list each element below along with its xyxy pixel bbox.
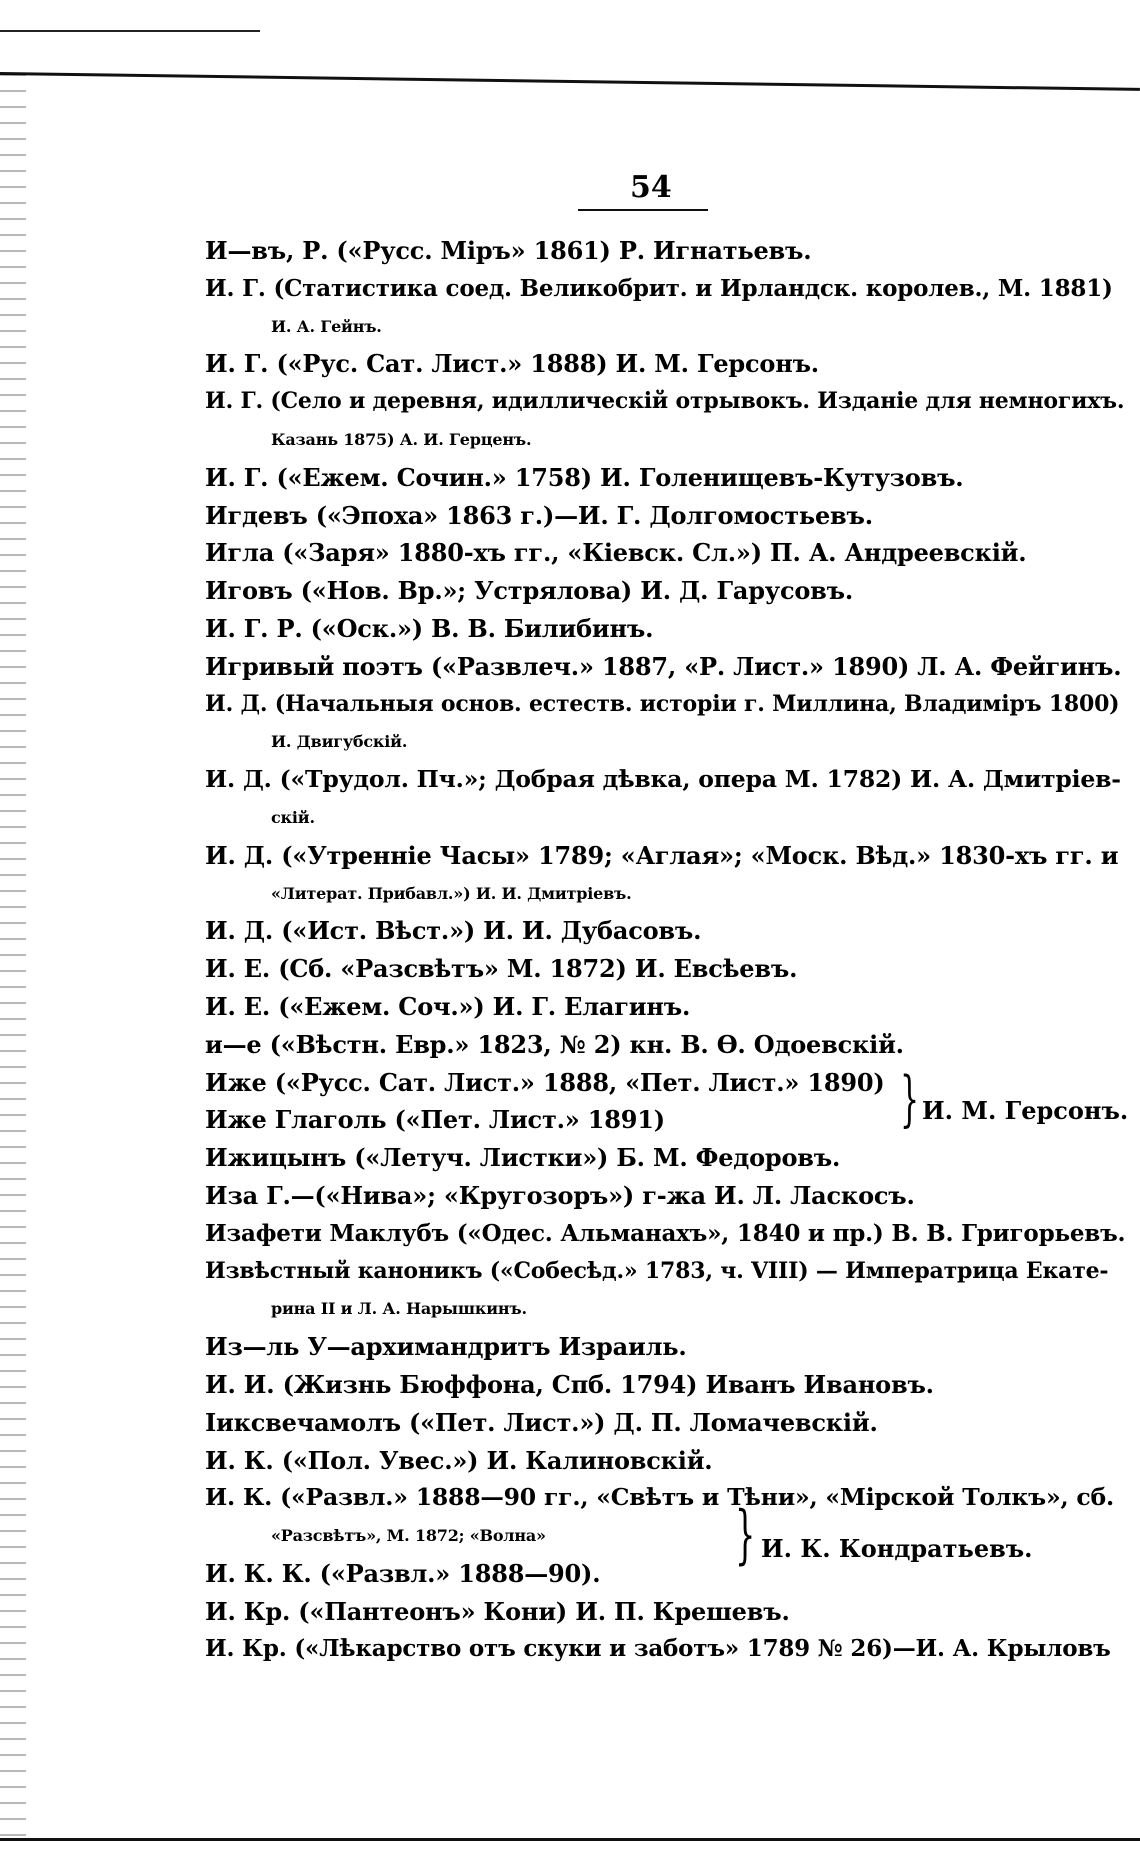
entry-line: Игдевъ («Эпоха» 1863 г.)—И. Г. Долгомостьевъ. xyxy=(205,500,873,530)
entry-line: И. Г. («Ежем. Сочин.» 1758) И. Голенищевъ-Кутузовъ. xyxy=(205,462,964,492)
brace-group-gerson xyxy=(900,1064,1130,1154)
entry-line: «Литерат. Прибавл.») И. И. Дмитріевъ. xyxy=(271,883,632,903)
entry-line: Иже Глаголь («Пет. Лист.» 1891) xyxy=(205,1105,665,1135)
entry-line: И. Д. (Начальныя основ. естеств. исторіи г. Миллина, Владиміръ 1800) xyxy=(205,690,1120,717)
entry-line: и—е («Вѣстн. Евр.» 1823, № 2) кн. В. Ѳ. Одоевскій. xyxy=(205,1029,904,1059)
entry-line: Иже («Русс. Сат. Лист.» 1888, «Пет. Лист.» 1890) xyxy=(205,1067,885,1097)
brace-label: И. К. Кондратьевъ. xyxy=(761,1534,1033,1563)
entry-line: скій. xyxy=(271,807,315,827)
page-number-underline xyxy=(578,209,708,211)
entry-line: Іиксвечамолъ («Пет. Лист.») Д. П. Ломачевскій. xyxy=(205,1407,878,1437)
brace-label: И. М. Герсонъ. xyxy=(922,1096,1129,1125)
header-rule xyxy=(0,72,1140,91)
entry-line: И. Е. («Ежем. Соч.») И. Г. Елагинъ. xyxy=(205,991,691,1021)
entry-line: Иговъ («Нов. Вр.»; Устрялова) И. Д. Гарусовъ. xyxy=(205,576,854,606)
entry-line: рина II и Л. А. Нарышкинъ. xyxy=(271,1299,527,1319)
entry-line: Ижицынъ («Летуч. Листки») Б. М. Федоровъ. xyxy=(205,1143,841,1173)
entry-line: И. Кр. («Пантеонъ» Кони) И. П. Крешевъ. xyxy=(205,1596,790,1626)
entry-line: И. Д. («Утренніе Часы» 1789; «Аглая»; «Моск. Вѣд.» 1830-хъ гг. и xyxy=(205,840,1119,870)
entry-line: Из—ль У—архимандритъ Израиль. xyxy=(205,1332,687,1362)
entry-line: Игла («Заря» 1880-хъ гг., «Кіевск. Сл.») П. А. Андреевскій. xyxy=(205,538,1027,568)
brace-glyph: } xyxy=(735,1498,756,1572)
index-entries xyxy=(205,232,1125,1668)
entry-line: И. И. (Жизнь Бюффона, Спб. 1794) Иванъ Ивановъ. xyxy=(205,1369,934,1399)
entry-line: И. Г. (Село и деревня, идиллическій отрывокъ. Изданіе для немногихъ. xyxy=(205,388,1125,415)
entry-line: И. А. Гейнъ. xyxy=(271,316,382,336)
entry-line: И. К. К. («Развл.» 1888—90). xyxy=(205,1558,601,1588)
entry-line: Иза Г.—(«Нива»; «Кругозоръ») г-жа И. Л. Ласкосъ. xyxy=(205,1180,915,1210)
brace-group-kondratiev xyxy=(735,1498,1095,1590)
entry-line: И. Двигубскій. xyxy=(271,732,408,752)
entry-line: И. К. («Пол. Увес.») И. Калиновскій. xyxy=(205,1445,713,1475)
entry-line: И. Д. («Ист. Вѣст.») И. И. Дубасовъ. xyxy=(205,916,702,946)
page-edge-noise xyxy=(0,60,26,1840)
entry-line: Казань 1875) А. И. Герценъ. xyxy=(271,429,532,449)
entry-line: И. Е. (Сб. «Разсвѣтъ» М. 1872) И. Евсѣевъ. xyxy=(205,954,798,984)
footer-rule xyxy=(0,1838,1140,1841)
entry-line: И. К. («Развл.» 1888—90 гг., «Свѣтъ и Тѣни», «Мірской Толкъ», сб. xyxy=(205,1483,1114,1512)
entry-line: И. Кр. («Лѣкарство отъ скуки и заботъ» 1789 № 26)—И. А. Крыловъ xyxy=(205,1635,1111,1663)
page-number: 54 xyxy=(630,170,672,205)
entry-line: Изафети Маклубъ («Одес. Альманахъ», 1840 и пр.) В. В. Григорьевъ. xyxy=(205,1219,1126,1247)
entry-line: И. Д. («Трудол. Пч.»; Добрая дѣвка, опера М. 1782) И. А. Дмитріев- xyxy=(205,765,1121,794)
entry-line: «Разсвѣтъ», М. 1872; «Волна» xyxy=(271,1526,546,1546)
entry-line: И. Г. (Статистика соед. Великобрит. и Ирландск. королев., М. 1881) xyxy=(205,274,1113,302)
top-edge-rule xyxy=(0,30,260,32)
entry-line: И. Г. Р. («Оск.») В. В. Билибинъ. xyxy=(205,613,654,643)
entry-line: И. Г. («Рус. Сат. Лист.» 1888) И. М. Герсонъ. xyxy=(205,349,819,379)
entry-line: Игривый поэтъ («Развлеч.» 1887, «Р. Лист.» 1890) Л. А. Фейгинъ. xyxy=(205,651,1122,681)
entry-line: И—въ, Р. («Русс. Міръ» 1861) Р. Игнатьевъ. xyxy=(205,236,812,265)
entry-line: Извѣстный каноникъ («Собесѣд.» 1783, ч. VIII) — Императрица Екате- xyxy=(205,1257,1109,1284)
brace-glyph: } xyxy=(900,1064,920,1134)
